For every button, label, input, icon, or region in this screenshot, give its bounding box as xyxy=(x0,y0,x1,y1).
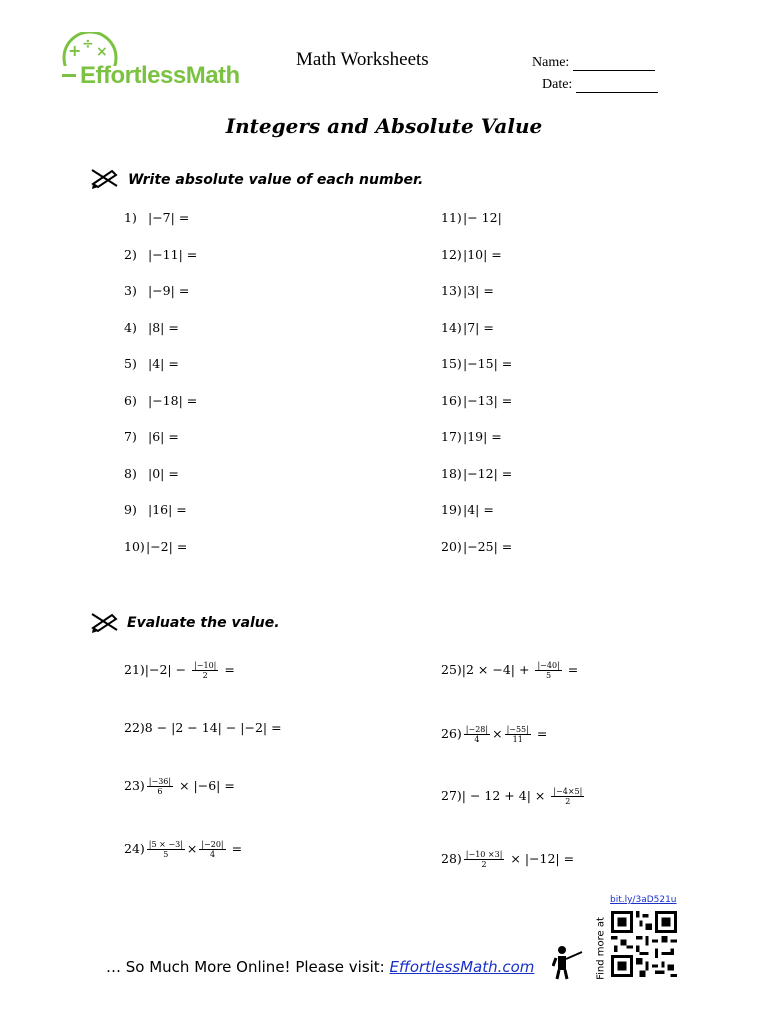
denominator: 11 xyxy=(512,735,523,745)
name-label: Name: xyxy=(532,55,570,70)
problem-number: 21) xyxy=(124,662,145,678)
pencil-icon xyxy=(90,166,120,190)
problem-expression: |−7| = xyxy=(148,210,190,225)
problem-19 xyxy=(441,504,494,517)
date-label: Date: xyxy=(542,77,573,92)
problem-expression: |−25| = xyxy=(463,538,513,554)
denominator: 5 xyxy=(163,850,169,860)
denominator: 2 xyxy=(565,797,571,807)
problem-6 xyxy=(124,392,198,408)
expr-part: = xyxy=(567,662,579,678)
problem-expression: |19| = xyxy=(463,429,502,444)
numerator: |−10 ×3| xyxy=(465,850,503,859)
fraction xyxy=(192,661,218,680)
denominator: 2 xyxy=(481,860,487,870)
pencil-icon xyxy=(90,610,120,634)
problem-number: 28) xyxy=(441,851,462,867)
numerator: |−20| xyxy=(201,840,224,849)
problem-number: 22) xyxy=(124,720,145,735)
expr-part: × |−6| = xyxy=(179,778,235,794)
problem-1 xyxy=(124,212,189,225)
problem-5 xyxy=(124,358,179,371)
problem-expression: |−2| = xyxy=(146,538,188,554)
problem-expression: |3| = xyxy=(463,283,494,298)
problem-18 xyxy=(441,465,513,481)
svg-text:+: + xyxy=(68,41,82,60)
problem-number: 14) xyxy=(441,319,462,335)
numerator: |−40| xyxy=(537,661,560,670)
problem-number: 20) xyxy=(441,538,462,554)
denominator: 5 xyxy=(546,671,552,681)
problem-expression: |−12| = xyxy=(463,465,513,481)
denominator: 4 xyxy=(209,850,216,860)
problem-expression: |0| = xyxy=(148,465,179,481)
problem-27 xyxy=(441,787,586,806)
numerator: |−36| xyxy=(148,777,172,786)
problem-number: 6) xyxy=(124,392,137,408)
problem-number: 16) xyxy=(441,392,462,408)
fraction xyxy=(464,725,490,744)
teacher-icon xyxy=(552,944,586,980)
date-line[interactable] xyxy=(576,80,658,93)
problem-23 xyxy=(124,777,235,796)
denominator: 6 xyxy=(157,787,163,797)
problem-number: 10) xyxy=(124,538,145,554)
footer-promo xyxy=(106,958,534,976)
problem-20 xyxy=(441,538,513,554)
problem-26 xyxy=(441,725,547,744)
effortlessmath-logo xyxy=(62,32,252,96)
problem-12 xyxy=(441,246,502,262)
numerator: |−4×5| xyxy=(553,787,583,796)
math-symbols-icon xyxy=(62,32,122,66)
date-field[interactable] xyxy=(542,77,658,93)
problem-number: 1) xyxy=(124,210,137,225)
problem-9 xyxy=(124,504,187,517)
problem-number: 5) xyxy=(124,356,137,371)
numerator: |−10| xyxy=(194,661,217,670)
problem-expression: |−9| = xyxy=(148,283,190,298)
problem-number: 3) xyxy=(124,283,137,298)
problem-number: 19) xyxy=(441,502,462,517)
problem-number: 24) xyxy=(124,841,145,857)
effortlessmath-link[interactable]: EffortlessMath.com xyxy=(389,958,535,976)
problem-number: 2) xyxy=(124,246,137,262)
problem-21 xyxy=(124,661,235,680)
footer-text: … So Much More Online! Please visit: xyxy=(106,958,385,976)
problem-expression: |−11| = xyxy=(148,246,198,262)
problem-number: 17) xyxy=(441,429,462,444)
problem-14 xyxy=(441,319,494,335)
brand-name: EffortlessMath xyxy=(80,62,240,89)
expr-part: × |−12| = xyxy=(510,851,575,867)
expr-part: = xyxy=(231,841,243,857)
name-line[interactable] xyxy=(573,58,655,71)
problem-7 xyxy=(124,431,179,444)
problem-16 xyxy=(441,392,513,408)
problem-22 xyxy=(124,722,282,735)
fraction xyxy=(199,840,225,859)
worksheet-header-title: Math Worksheets xyxy=(296,49,429,70)
problem-expression: |4| = xyxy=(463,502,494,517)
problem-number: 13) xyxy=(441,283,462,298)
problem-number: 18) xyxy=(441,465,462,481)
problem-10 xyxy=(124,538,188,554)
problem-number: 11) xyxy=(441,210,462,225)
problem-number: 27) xyxy=(441,788,462,804)
problem-13 xyxy=(441,285,494,298)
problem-expression: |8| = xyxy=(148,319,179,335)
numerator: |−28| xyxy=(465,725,489,734)
fraction xyxy=(505,725,531,744)
problem-number: 25) xyxy=(441,662,462,678)
expr-part: = xyxy=(536,726,548,742)
times-sign: × xyxy=(492,726,503,742)
qr-code-icon[interactable] xyxy=(611,911,677,977)
problem-number: 4) xyxy=(124,319,137,335)
problem-expression: |−15| = xyxy=(463,356,513,371)
problem-4 xyxy=(124,319,179,335)
denominator: 4 xyxy=(474,735,480,745)
times-sign: × xyxy=(186,841,198,857)
short-url-link[interactable]: bit.ly/3aD521u xyxy=(610,895,677,905)
problem-2 xyxy=(124,246,198,262)
problem-expression: |4| = xyxy=(148,356,179,371)
numerator: |5 × −3| xyxy=(148,840,183,849)
name-field[interactable] xyxy=(532,55,655,71)
fraction xyxy=(464,850,505,869)
problem-number: 12) xyxy=(441,246,462,262)
svg-text:×: × xyxy=(96,44,108,60)
fraction xyxy=(535,661,561,680)
expr-part: |2 × −4| + xyxy=(461,662,530,678)
problem-number: 15) xyxy=(441,356,462,371)
expr-part: = xyxy=(224,662,235,678)
problem-expression: |−18| = xyxy=(148,392,198,408)
denominator: 2 xyxy=(202,671,208,681)
section1-instruction: Write absolute value of each number. xyxy=(128,172,424,188)
problem-number: 7) xyxy=(124,429,137,444)
problem-number: 23) xyxy=(124,778,145,794)
minus-mark xyxy=(62,74,76,77)
expr-part: 8 − |2 − 14| − |−2| = xyxy=(144,720,282,735)
problem-15 xyxy=(441,358,512,371)
fraction xyxy=(147,777,173,796)
problem-expression: |− 12| xyxy=(463,210,502,225)
problem-8 xyxy=(124,465,179,481)
problem-3 xyxy=(124,285,189,298)
problem-expression: |7| = xyxy=(463,319,494,335)
svg-text:÷: ÷ xyxy=(82,36,94,52)
fraction xyxy=(551,787,584,806)
expr-part: | − 12 + 4| × xyxy=(461,788,546,804)
problem-17 xyxy=(441,431,502,444)
problem-25 xyxy=(441,661,578,680)
problem-28 xyxy=(441,850,574,869)
problem-11 xyxy=(441,212,502,225)
numerator: |−55| xyxy=(506,725,529,734)
section2-instruction: Evaluate the value. xyxy=(127,615,280,631)
page-title: Integers and Absolute Value xyxy=(225,114,543,138)
problem-number: 26) xyxy=(441,726,462,742)
problem-expression: |10| = xyxy=(463,246,502,262)
problem-24 xyxy=(124,840,242,859)
problem-expression: |6| = xyxy=(148,429,179,444)
problem-expression: |−13| = xyxy=(463,392,513,408)
problem-number: 9) xyxy=(124,502,137,517)
expr-part: |−2| − xyxy=(144,662,187,678)
problem-number: 8) xyxy=(124,465,137,481)
problem-expression: |16| = xyxy=(148,502,187,517)
find-more-label: Find more at xyxy=(595,917,607,980)
fraction xyxy=(147,840,185,859)
